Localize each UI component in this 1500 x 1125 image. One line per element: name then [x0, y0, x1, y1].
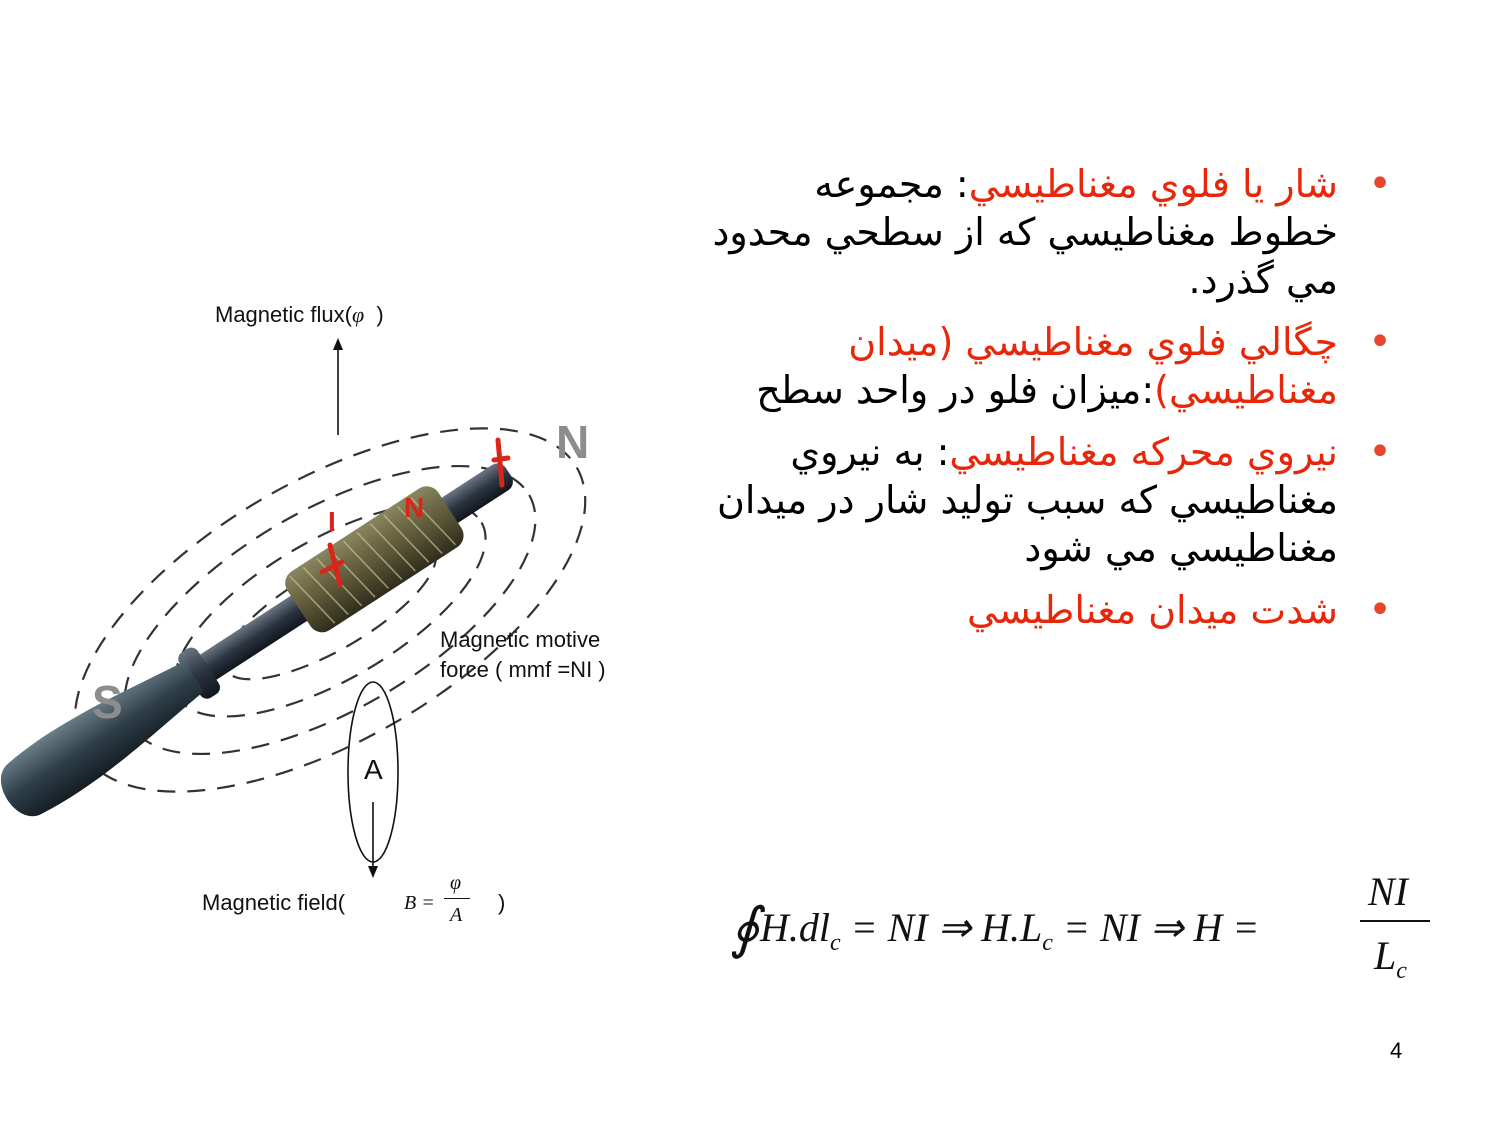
bullet-desc: : به نيروي مغناطيسي كه سبب توليد شار در ميدان مغناطيسي مي شود — [716, 430, 1338, 570]
field-label: Magnetic field( — [202, 890, 346, 915]
area-label: A — [364, 754, 383, 785]
bullet-item-flux-density — [700, 318, 1400, 414]
coil-turns-label: N — [404, 492, 425, 523]
north-pole-label: N — [556, 416, 590, 468]
bullet-desc: :ميزان فلو در واحد سطح — [756, 368, 1155, 412]
fraction-bar — [1360, 920, 1430, 922]
bullet-dot-icon: • — [1368, 161, 1392, 207]
south-pole-label: S — [92, 676, 123, 728]
current-label: I — [328, 506, 336, 537]
bullet-term: شدت ميدان مغناطيسي — [967, 588, 1338, 632]
bullet-dot-icon: • — [1368, 587, 1392, 633]
bullet-item-mmf — [700, 428, 1400, 572]
contour-integral-symbol: ∮ — [730, 898, 760, 960]
field-label-close: ) — [498, 890, 506, 915]
bullet-term: نيروي محركه مغناطيسي — [949, 430, 1338, 474]
bullet-dot-icon: • — [1368, 429, 1392, 475]
fraction-denominator: $L_c$ — [1374, 933, 1407, 984]
flux-arrow — [333, 338, 343, 435]
fraction-numerator: NI — [1368, 869, 1408, 914]
bullet-term: چگالي فلوي مغناطيسي (ميدان مغناطيسي) — [848, 320, 1338, 412]
solenoid-diagram: N S Magnetic flux(φ ) N I Magnetic motive force ( mmf =NI ) A Magnetic field( B = φ A ) — [0, 280, 700, 980]
page-number: 4 — [1390, 1038, 1403, 1063]
bullet-desc: : مجموعه خطوط مغناطيسي كه از سطحي محدود مي گذرد. — [712, 162, 1338, 302]
flux-label: Magnetic flux(φ ) — [215, 302, 384, 327]
bullet-list — [700, 160, 1400, 648]
bullet-item-field-intensity — [700, 586, 1400, 634]
phi-symbol: φ — [351, 302, 365, 327]
bullet-dot-icon: • — [1368, 319, 1392, 365]
ampere-law-equation: ∮ $H.dl_c$ = NI ⇒ $H.L_c$ = NI ⇒ H = NI $L_c$ — [720, 860, 1440, 1000]
bullet-item-flux — [700, 160, 1400, 304]
bullet-term: شار يا فلوي مغناطيسي — [968, 162, 1338, 206]
mmf-label: Magnetic motive force ( mmf =NI ) — [440, 627, 606, 682]
